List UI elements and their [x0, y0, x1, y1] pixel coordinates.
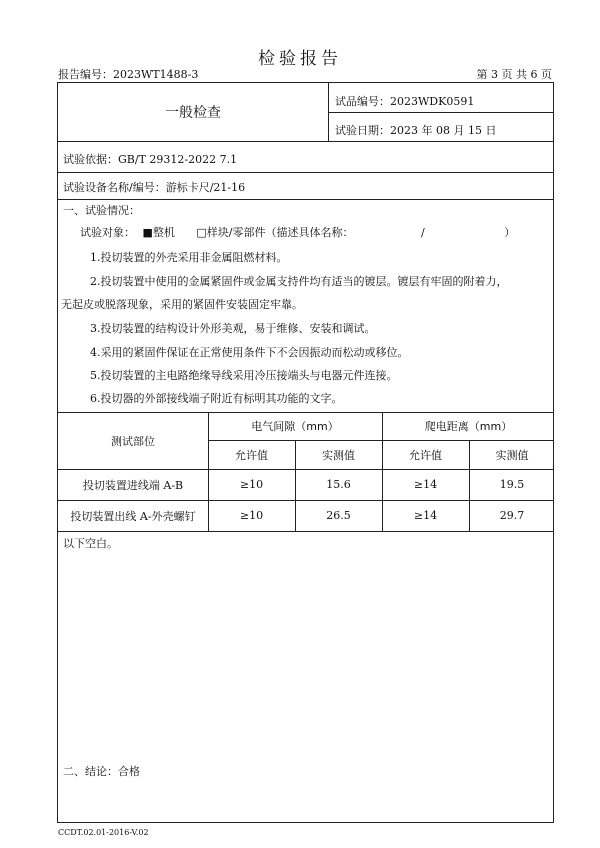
footer-code: CCDT.02.01-2016-V.02 — [58, 828, 149, 837]
test-basis-label: 试验依据： — [63, 153, 118, 166]
subheader-measured: 实测值 — [322, 448, 355, 462]
cell-clearance-allowed: ≥10 — [239, 478, 264, 491]
conclusion-label: 二、结论： — [63, 765, 118, 778]
report-frame — [57, 82, 554, 823]
test-date-label: 试验日期： — [335, 124, 390, 137]
option-sample-close: ） — [504, 226, 516, 239]
blank-note: 以下空白。 — [63, 537, 118, 550]
cell-creepage-allowed: ≥14 — [413, 509, 438, 522]
conclusion — [63, 763, 140, 779]
subheader-allowed: 允许值 — [409, 448, 442, 462]
test-basis-value: GB/T 29312-2022 7.1 — [118, 153, 238, 166]
cell-creepage-measured: 29.7 — [499, 509, 525, 522]
sample-number — [335, 93, 474, 109]
report-number: 报告编号：2023WT1488-3 — [58, 68, 199, 81]
list-item: 6.投切器的外部接线端子附近有标明其功能的文字。 — [90, 392, 343, 405]
cell-creepage-measured: 19.5 — [499, 478, 525, 491]
sample-number-value: 2023WDK0591 — [390, 95, 475, 108]
divider — [328, 112, 553, 113]
test-date-value: 2023 年 08 月 15 日 — [390, 124, 497, 137]
test-situation-heading: 一、试验情况： — [63, 204, 140, 217]
subheader-allowed: 允许值 — [235, 448, 268, 462]
list-item: 5.投切装置的主电路绝缘导线采用冷压接端头与电器元件连接。 — [90, 369, 398, 382]
report-title: 检验报告 — [258, 49, 342, 69]
sample-number-label: 试品编号： — [335, 95, 390, 108]
test-object-line — [80, 224, 515, 240]
option-sample-slash: / — [421, 226, 425, 239]
cell-part: 投切装置出线 A-外壳螺钉 — [70, 509, 196, 523]
equipment-value: 游标卡尺/21-16 — [165, 181, 246, 194]
test-date — [335, 122, 496, 138]
list-item: 1.投切装置的外壳采用非金属阻燃材料。 — [90, 251, 288, 264]
col-header-part: 测试部位 — [111, 434, 155, 448]
list-item: 4.采用的紧固件保证在正常使用条件下不会因振动而松动或移位。 — [90, 346, 409, 359]
conclusion-value: 合格 — [118, 765, 140, 778]
section-title: 一般检查 — [165, 105, 221, 121]
divider — [58, 172, 553, 173]
cell-clearance-measured: 26.5 — [326, 509, 351, 522]
cell-clearance-measured: 15.6 — [326, 478, 351, 491]
col-header-creepage: 爬电距离（mm） — [424, 420, 513, 433]
cell-clearance-allowed: ≥10 — [239, 509, 264, 522]
cell-part: 投切装置进线端 A-B — [82, 478, 184, 492]
test-object-label: 试验对象： — [80, 226, 135, 239]
list-item: 无起皮或脱落现象，采用的紧固件安装固定牢靠。 — [61, 298, 303, 311]
option-whole: ■整机 — [142, 226, 175, 239]
table-bottom-border — [58, 531, 553, 532]
list-item: 2.投切装置中使用的金属紧固件或金属支持件均有适当的镀层。镀层有牢固的附着力， — [90, 275, 508, 288]
test-basis — [63, 151, 237, 167]
equipment — [63, 179, 245, 195]
option-sample: □样块/零部件（描述具体名称： — [196, 226, 354, 239]
list-item: 3.投切装置的结构设计外形美观，易于维修、安装和调试。 — [90, 322, 376, 335]
page-info: 第 3 页 共 6 页 — [476, 68, 552, 81]
equipment-label: 试验设备名称/编号： — [63, 181, 166, 194]
subheader-measured: 实测值 — [495, 448, 529, 462]
cell-creepage-allowed: ≥14 — [413, 478, 438, 491]
divider — [58, 199, 553, 200]
col-header-clearance: 电气间隙（mm） — [251, 420, 339, 433]
divider — [58, 141, 553, 142]
